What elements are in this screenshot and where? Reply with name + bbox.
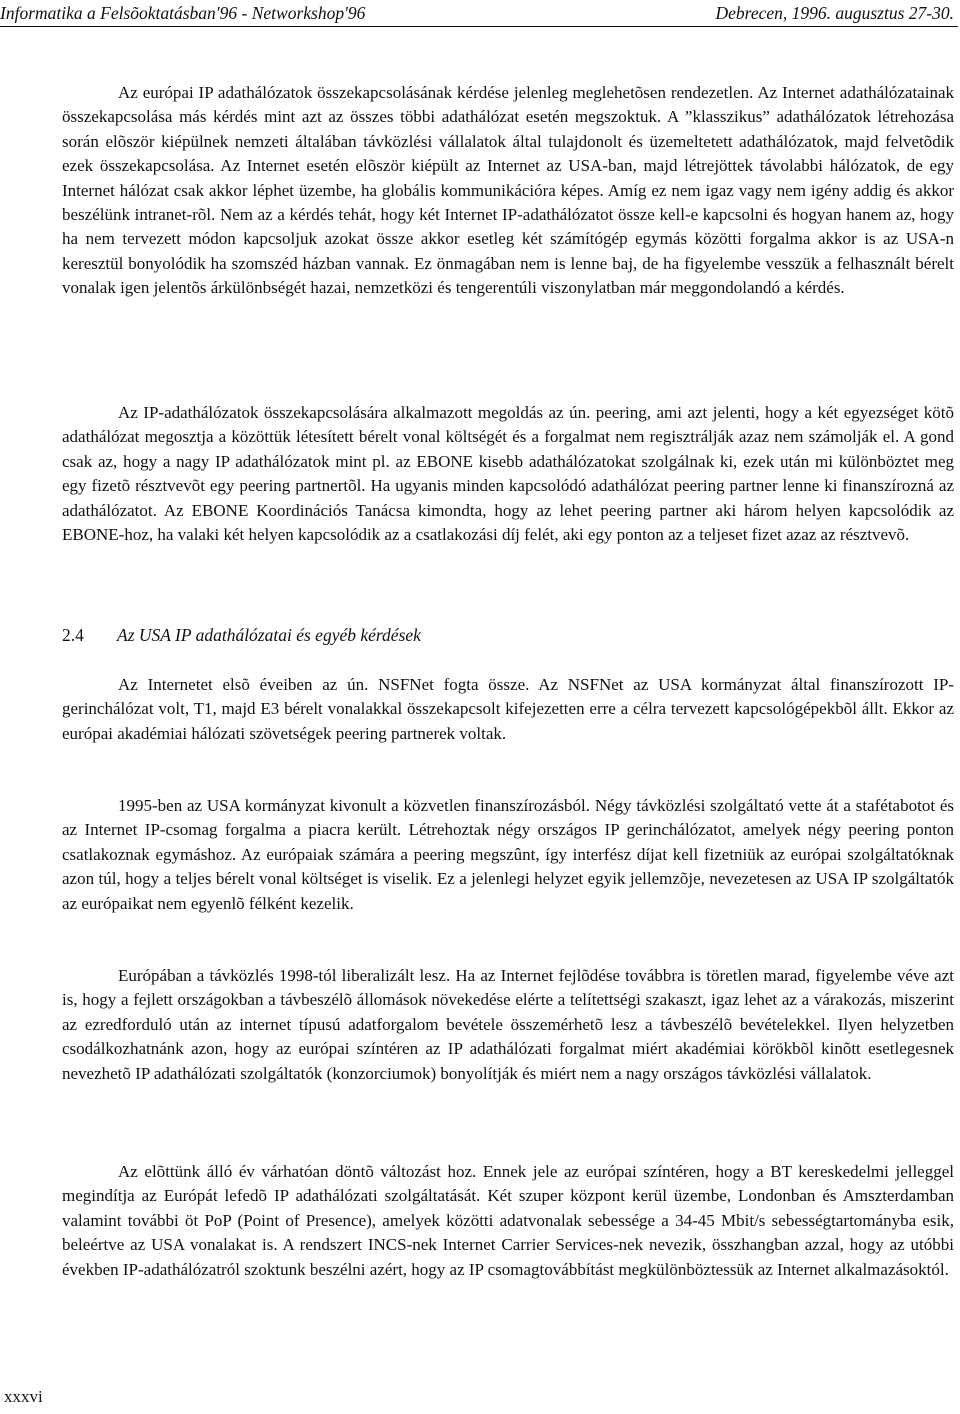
page-number: xxxvi [4,1387,43,1406]
paragraph-europe-liberalization: Európában a távközlés 1998-tól liberalizált lesz. Ha az Internet fejlõdése továbbra is töretlen marad, figyelembe véve azt is, hogy a fejlett országokban a távbeszélõ állomások növekedése elérte a telítettségi szakaszt, igaz lehet az a várakozás, miszerint az ezredforduló után az internet típusú adatforgalom bevétele összemérhetõ lesz a távbeszélõ bevételekkel. Ilyen helyzetben csodálkozhatnánk azon, hogy az európai színtéren az IP adathálózati forgalmat miért akadémiai körökbõl kinõtt esetlegesnek nevezhetõ IP adathálózati szolgáltatók (konzorciumok) bonyolítják és miért nem a nagy országos távközlési vállalatok. [62,966,954,1083]
running-header [0,2,958,24]
header-conference-title: Informatika a Felsõoktatásban′96 - Networkshop′96 [0,3,366,23]
header-place-date: Debrecen, 1996. augusztus 27-30. [715,3,954,23]
paragraph-peering: Az IP-adathálózatok összekapcsolására alkalmazott megoldás az ún. peering, ami azt jelenti, hogy a két egyezséget kötõ adathálózat megosztja a közöttük létesített bérelt vonal költségét és a forgalmat nem regisztrálják azaz nem számolják el. A gond csak az, hogy a nagy IP adathálózatok mint pl. az EBONE kisebb adathálózatokat szolgálnak ki, ezek után mi különböztet meg egy fizetõ résztvevõt egy peering partnertõl. Ha ugyanis minden kapcsolódó adathálózat peering partner lenne ki finanszírozná az adathálózatot. Az EBONE Koordinációs Tanácsa kimondta, hogy az lehet peering partner aki három helyen kapcsolódik az EBONE-hoz, ha valaki két helyen kapcsolódik az a csatlakozási díj felét, aki egy ponton az a teljeset fizet azaz az résztvevõ. [62,403,954,545]
header-rule [0,26,958,27]
section-title: Az USA IP adathálózatai és egyéb kérdések [117,625,421,645]
section-number: 2.4 [62,625,84,645]
paragraph-bt-incs: Az elõttünk álló év várhatóan döntõ változást hoz. Ennek jele az európai színtéren, hogy a BT kereskedelmi jelleggel megindítja az Európát lefedõ IP adathálózati szolgáltatását. Két szuper központ kerül üzembe, Londonban és Amszterdamban valamint további öt PoP (Point of Presence), amelyek közötti adatvonalak sebessége a 34-45 Mbit/s sebességtartományba esik, beleértve az USA vonalakat is. A rendszert INCS-nek Internet Carrier Services-nek nevezik, összhangban azzal, hogy az utóbbi években IP-adathálózatról szoktunk beszélni azért, hogy az IP csomagtovábbítást megkülönböztessük az Internet alkalmazásoktól. [62,1162,954,1279]
section-heading [62,623,421,647]
paragraph-european-ip-interconnection: Az európai IP adathálózatok összekapcsolásának kérdése jelenleg meglehetõsen rendezetlen. Az Internet adathálózatainak összekapcsolása más kérdés mint azt az összes többi adathálózat esetén megszoktuk. A ”klasszikus” adathálózatok létrehozása során elõször kiépülnek nemzeti általában távközlési vállalatok által tulajdonolt és üzemeltetett adathálózatok, majd felvetõdik ezek összekapcsolása. Az Internet esetén elõször kiépült az Internet az USA-ban, majd létrejöttek távolabbi hálózatok, de egy Internet hálózat csak akkor léphet üzembe, ha globális kommunikációra képes. Amíg ez nem igaz vagy nem igény addig és akkor beszélünk intranet-rõl. Nem az a kérdés tehát, hogy két Internet IP-adathálózatot össze kell-e kapcsolni és hogyan hanem az, hogy ha nem tervezett módon kapcsoljuk azokat össze akkor esetleg két számítógép egymás közötti forgalma akkor is az USA-n keresztül bonyolódik ha szomszéd házban vannak. Ez önmagában nem is lenne baj, de ha figyelembe vesszük a felhasznált bérelt vonalak igen jelentõs árkülönbségét hazai, nemzetközi és tengerentúli viszonylatban már meggondolandó a kérdés. [62,83,954,298]
paragraph-1995: 1995-ben az USA kormányzat kivonult a közvetlen finanszírozásból. Négy távközlési szolgáltató vette át a stafétabotot és az Internet IP-csomag forgalma a piacra került. Létrehoztak négy országos IP gerinchálózatot, amelyek négy peering ponton csatlakoznak egymáshoz. Az európaiak számára a peering megszûnt, így interfész díjat kell fizetniük az európai szolgáltatóknak azon túl, hogy a teljes bérelt vonal költséget is viselik. Ez a jelenlegi helyzet egyik jellemzõje, nevezetesen az USA IP szolgáltatók az európaikat nem egyenlõ félként kezelik. [62,796,954,913]
paragraph-nsfnet: Az Internetet elsõ éveiben az ún. NSFNet fogta össze. Az NSFNet az USA kormányzat által finanszírozott IP-gerinchálózat volt, T1, majd E3 bérelt vonalakkal összekapcsolt kifejezetten erre a célra tervezett kapcsológépekbõl állt. Ekkor az európai akadémiai hálózati szövetségek peering partnerek voltak. [62,675,954,743]
